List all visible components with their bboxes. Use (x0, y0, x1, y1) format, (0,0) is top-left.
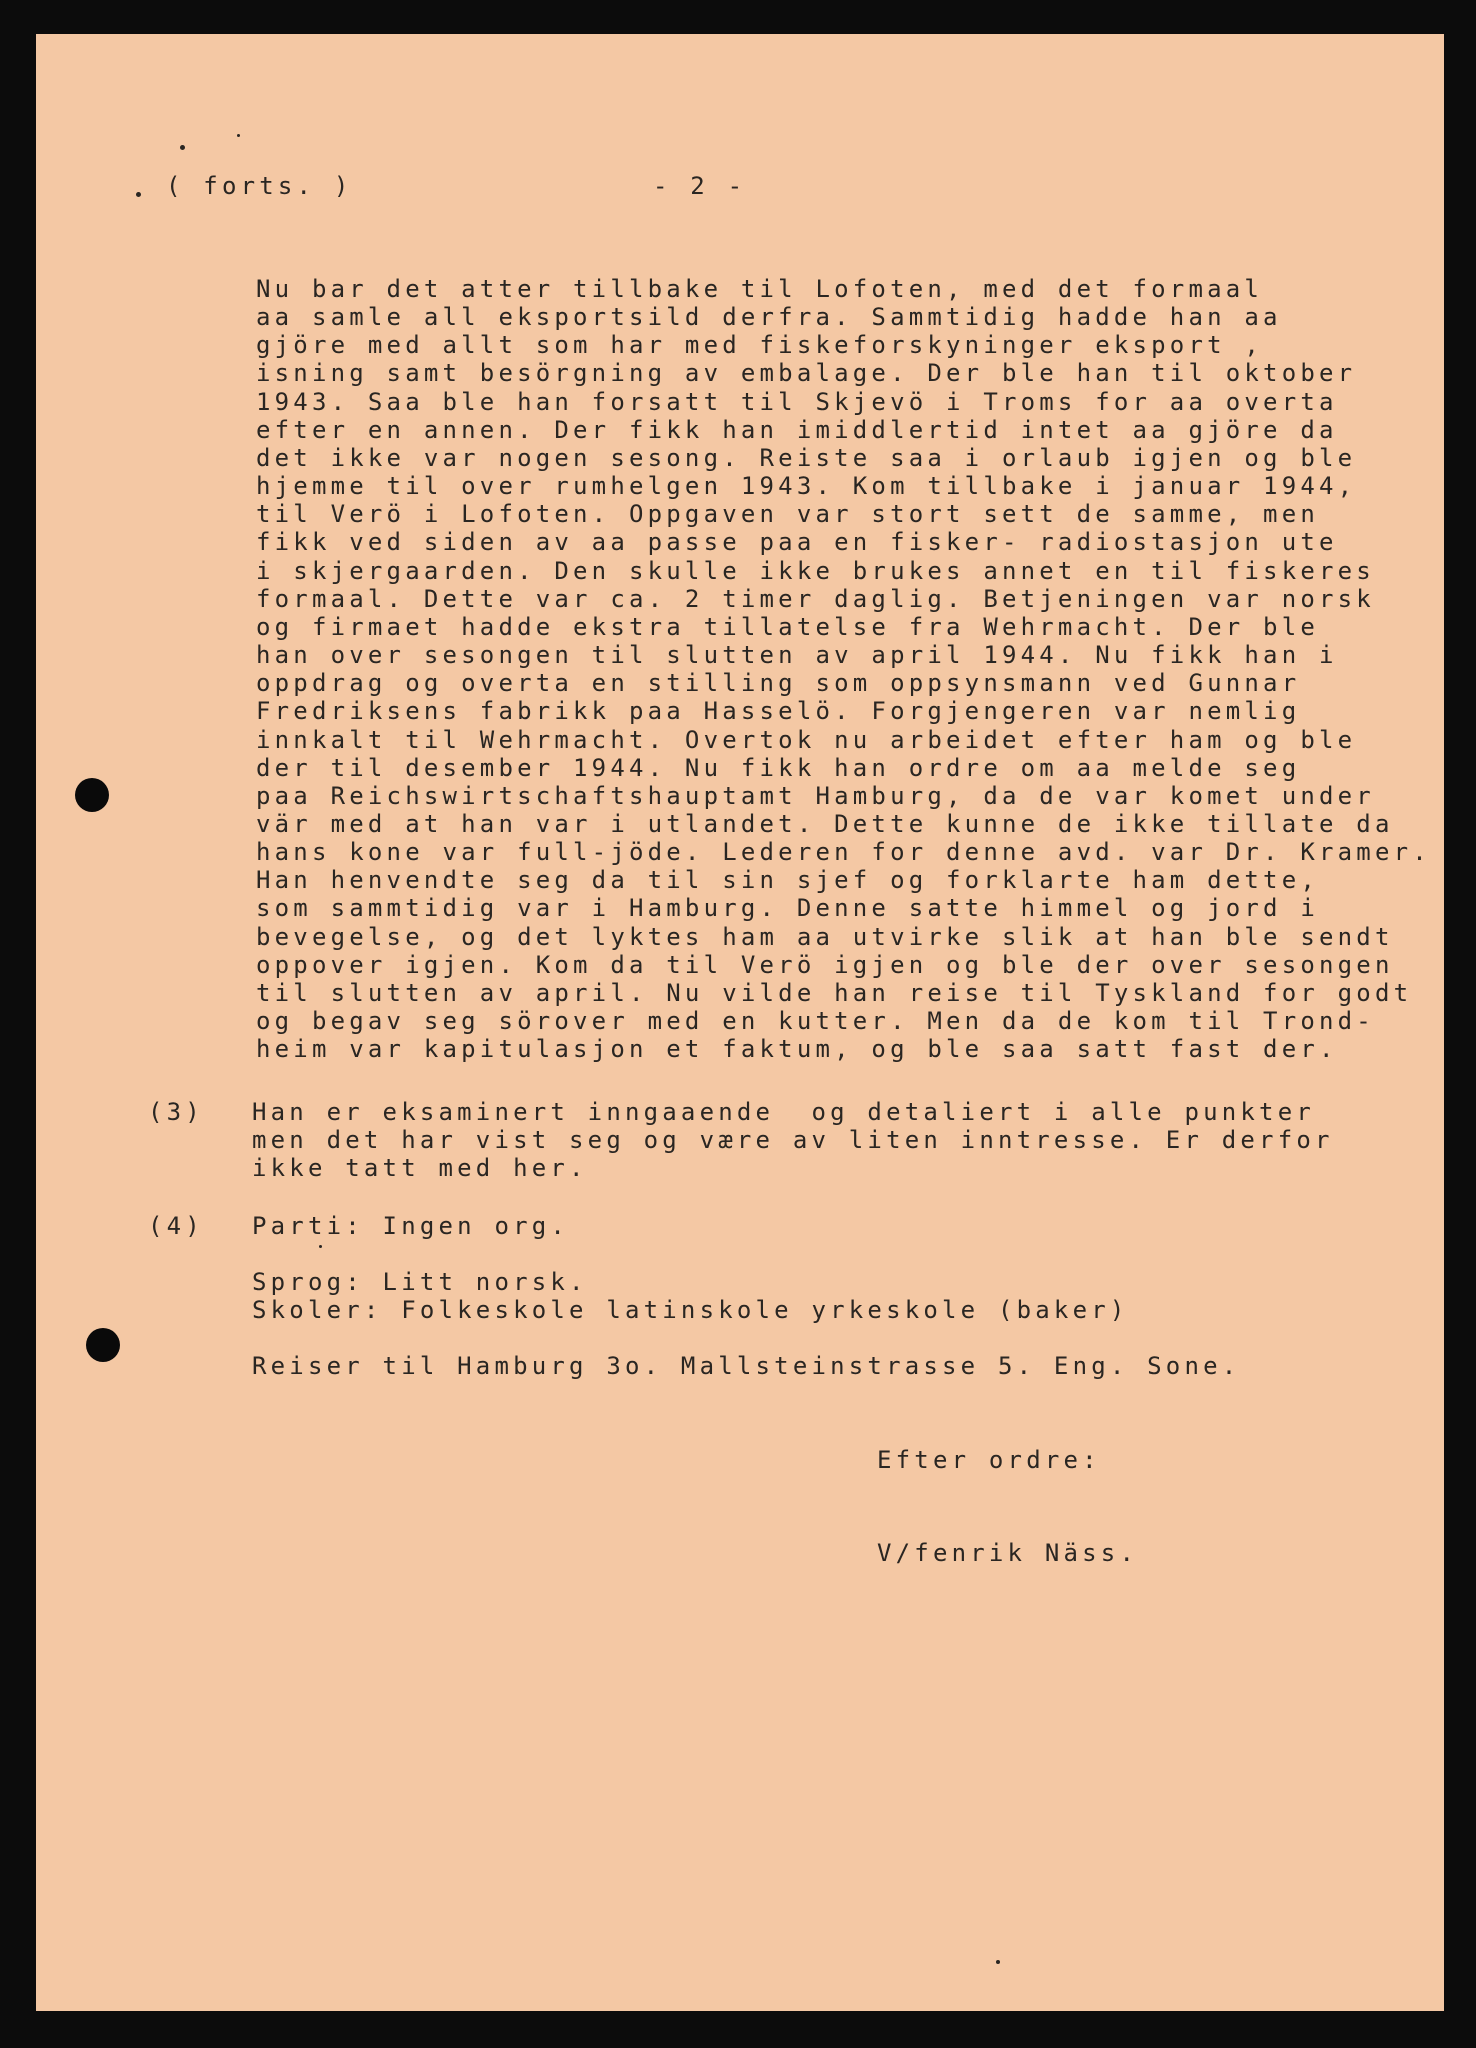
typewritten-page (36, 34, 1444, 2011)
ink-speck (237, 134, 240, 137)
order-line: Efter ordre: (877, 1446, 1101, 1474)
signature-line: V/fenrik Näss. (877, 1539, 1139, 1567)
punch-hole (86, 1328, 120, 1362)
body-paragraph: Nu bar det atter tillbake til Lofoten, med det formaal aa samle all eksportsild derfra. Sammtidig hadde han aa gjöre med allt som har med fiskeforskyninger eksport , isning samt besörgning av embalage. Der ble han til oktober 1943. Saa ble han forsatt til Skjevö i Troms for aa overta efter en annen. Der fikk han imiddlertid intet aa gjöre da det ikke var nogen sesong. Reiste saa i orlaub igjen og ble hjemme til over rumhelgen 1943. Kom tillbake i januar 1944, til Verö i Lofoten. Oppgaven var stort sett de samme, men fikk ved siden av aa passe paa en fisker- radiostasjon ute i skjergaarden. Den skulle ikke brukes annet en til fiskeres formaal. Dette var ca. 2 timer daglig. Betjeningen var norsk og firmaet hadde ekstra tillatelse fra Wehrmacht. Der ble han over sesongen til slutten av april 1944. Nu fikk han i oppdrag og overta en stilling som oppsynsmann ved Gunnar Fredriksens fabrikk paa Hasselö. Forgjengeren var nemlig innkalt til Wehrmacht. Overtok nu arbeidet efter ham og ble der til desember 1944. Nu fikk han ordre om aa melde seg paa Reichswirtschaftshauptamt Hamburg, da de var komet under vär med at han var i utlandet. Dette kunne de ikke tillate da hans kone var full-jöde. Lederen for denne avd. var Dr. Kramer. Han henvendte seg da til sin sjef og forklarte ham dette, som sammtidig var i Hamburg. Denne satte himmel og jord i bevegelse, og det lyktes ham aa utvirke slik at han ble sendt oppover igjen. Kom da til Verö igjen og ble der over sesongen til slutten av april. Nu vilde han reise til Tyskland for godt og begav seg sörover med en kutter. Men da de kom til Trond- heim var kapitulasjon et faktum, og ble saa satt fast der. (256, 275, 1431, 1064)
language-line: Sprog: Litt norsk. (252, 1268, 588, 1296)
ink-speck (319, 1245, 322, 1248)
ink-speck (136, 192, 141, 197)
punch-hole (75, 778, 109, 812)
continued-marker: ( forts. ) (166, 172, 353, 200)
schools-line: Skoler: Folkeskole latinskole yrkeskole (baker) (252, 1296, 1129, 1324)
section-4-marker: (4) (148, 1212, 204, 1240)
travel-line: Reiser til Hamburg 3o. Mallsteinstrasse 5. Eng. Sone. (252, 1352, 1241, 1380)
party-line: Parti: Ingen org. (252, 1212, 570, 1240)
section-3-text: Han er eksaminert inngaaende og detaliert i alle punkter men det har vist seg og være av liten inntresse. Er derfor ikke tatt med her. (252, 1098, 1334, 1183)
page-number: - 2 - (653, 172, 747, 200)
ink-speck (996, 1960, 1000, 1964)
ink-speck (180, 145, 185, 150)
section-3-marker: (3) (148, 1098, 204, 1126)
